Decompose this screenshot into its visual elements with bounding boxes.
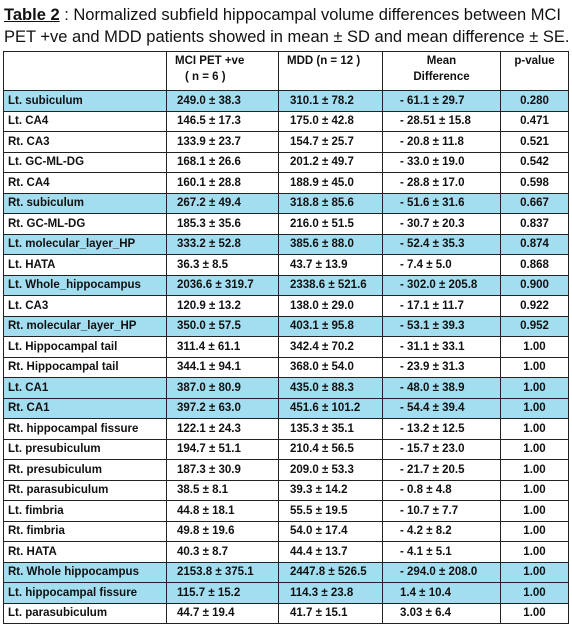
mci-cell: 49.8 ± 19.6 [167, 521, 279, 542]
mci-cell: 40.3 ± 8.7 [167, 542, 279, 563]
table-row [4, 255, 569, 276]
pvalue-cell: 1.00 [501, 357, 569, 378]
mdd-cell: 55.5 ± 19.5 [279, 501, 383, 522]
subfield-cell: Rt. CA4 [4, 173, 167, 194]
subfield-cell: Rt. molecular_layer_HP [4, 316, 167, 337]
mci-cell: 350.0 ± 57.5 [167, 316, 279, 337]
pvalue-cell: 1.00 [501, 562, 569, 583]
difference-cell: - 54.4 ± 39.4 [383, 398, 501, 419]
mdd-cell: 368.0 ± 54.0 [279, 357, 383, 378]
pvalue-cell: 0.667 [501, 193, 569, 214]
header-mdd [279, 52, 383, 91]
mdd-cell: 2338.6 ± 521.6 [279, 275, 383, 296]
table-caption [4, 4, 570, 48]
table-row [4, 501, 569, 522]
subfield-cell: Lt. parasubiculum [4, 603, 167, 624]
mdd-cell: 39.3 ± 14.2 [279, 480, 383, 501]
difference-cell: - 302.0 ± 205.8 [383, 275, 501, 296]
mdd-cell: 216.0 ± 51.5 [279, 214, 383, 235]
mci-cell: 249.0 ± 38.3 [167, 91, 279, 112]
table-row [4, 234, 569, 255]
mdd-cell: 310.1 ± 78.2 [279, 91, 383, 112]
header-subfield [4, 52, 167, 91]
mci-cell: 168.1 ± 26.6 [167, 152, 279, 173]
mdd-cell: 318.8 ± 85.6 [279, 193, 383, 214]
pvalue-cell: 0.598 [501, 173, 569, 194]
mdd-cell: 342.4 ± 70.2 [279, 337, 383, 358]
pvalue-cell: 1.00 [501, 460, 569, 481]
mci-cell: 44.8 ± 18.1 [167, 501, 279, 522]
pvalue-cell: 1.00 [501, 521, 569, 542]
table-header-row [4, 52, 569, 91]
mdd-cell: 188.9 ± 45.0 [279, 173, 383, 194]
mci-cell: 133.9 ± 23.7 [167, 132, 279, 153]
mci-cell: 194.7 ± 51.1 [167, 439, 279, 460]
difference-cell: - 52.4 ± 35.3 [383, 234, 501, 255]
mci-cell: 38.5 ± 8.1 [167, 480, 279, 501]
mdd-cell: 2447.8 ± 526.5 [279, 562, 383, 583]
mdd-cell: 403.1 ± 95.8 [279, 316, 383, 337]
mci-cell: 44.7 ± 19.4 [167, 603, 279, 624]
mci-cell: 36.3 ± 8.5 [167, 255, 279, 276]
subfield-cell: Rt. Whole hippocampus [4, 562, 167, 583]
subfield-cell: Lt. hippocampal fissure [4, 583, 167, 604]
table-row [4, 583, 569, 604]
mdd-cell: 210.4 ± 56.5 [279, 439, 383, 460]
pvalue-cell: 0.900 [501, 275, 569, 296]
difference-cell: - 28.8 ± 17.0 [383, 173, 501, 194]
mdd-cell: 114.3 ± 23.8 [279, 583, 383, 604]
subfield-cell: Lt. molecular_layer_HP [4, 234, 167, 255]
difference-cell: - 4.1 ± 5.1 [383, 542, 501, 563]
difference-cell: - 15.7 ± 23.0 [383, 439, 501, 460]
mci-cell: 344.1 ± 94.1 [167, 357, 279, 378]
header-diff-line1: Mean [426, 55, 457, 67]
subfield-cell: Rt. Hippocampal tail [4, 357, 167, 378]
pvalue-cell: 0.952 [501, 316, 569, 337]
mdd-cell: 154.7 ± 25.7 [279, 132, 383, 153]
mci-cell: 397.2 ± 63.0 [167, 398, 279, 419]
difference-cell: - 33.0 ± 19.0 [383, 152, 501, 173]
mdd-cell: 435.0 ± 88.3 [279, 378, 383, 399]
difference-cell: - 23.9 ± 31.3 [383, 357, 501, 378]
table-row [4, 214, 569, 235]
mdd-cell: 138.0 ± 29.0 [279, 296, 383, 317]
table-row [4, 378, 569, 399]
subfield-cell: Lt. fimbria [4, 501, 167, 522]
pvalue-cell: 0.922 [501, 296, 569, 317]
difference-cell: - 21.7 ± 20.5 [383, 460, 501, 481]
table-body [4, 91, 569, 624]
difference-cell: - 28.51 ± 15.8 [383, 111, 501, 132]
mdd-cell: 175.0 ± 42.8 [279, 111, 383, 132]
mci-cell: 115.7 ± 15.2 [167, 583, 279, 604]
table-row [4, 480, 569, 501]
difference-cell: - 48.0 ± 38.9 [383, 378, 501, 399]
pvalue-cell: 0.280 [501, 91, 569, 112]
subfield-cell: Lt. HATA [4, 255, 167, 276]
subfield-cell: Rt. HATA [4, 542, 167, 563]
subfield-cell: Lt. subiculum [4, 91, 167, 112]
mci-cell: 146.5 ± 17.3 [167, 111, 279, 132]
table-row [4, 152, 569, 173]
mdd-cell: 41.7 ± 15.1 [279, 603, 383, 624]
table-row [4, 419, 569, 440]
table-row [4, 398, 569, 419]
difference-cell: - 0.8 ± 4.8 [383, 480, 501, 501]
pvalue-cell: 1.00 [501, 480, 569, 501]
difference-cell: 1.4 ± 10.4 [383, 583, 501, 604]
subfield-cell: Lt. CA3 [4, 296, 167, 317]
table-row [4, 439, 569, 460]
mci-cell: 387.0 ± 80.9 [167, 378, 279, 399]
pvalue-cell: 0.868 [501, 255, 569, 276]
pvalue-cell: 0.471 [501, 111, 569, 132]
subfield-cell: Rt. GC-ML-DG [4, 214, 167, 235]
table-row [4, 91, 569, 112]
mdd-cell: 54.0 ± 17.4 [279, 521, 383, 542]
subfield-cell: Rt. CA3 [4, 132, 167, 153]
mdd-cell: 209.0 ± 53.3 [279, 460, 383, 481]
subfield-cell: Rt. presubiculum [4, 460, 167, 481]
subfield-cell: Rt. parasubiculum [4, 480, 167, 501]
difference-cell: - 30.7 ± 20.3 [383, 214, 501, 235]
mdd-cell: 451.6 ± 101.2 [279, 398, 383, 419]
table-row [4, 603, 569, 624]
mdd-cell: 385.6 ± 88.0 [279, 234, 383, 255]
pvalue-cell: 1.00 [501, 439, 569, 460]
mci-cell: 120.9 ± 13.2 [167, 296, 279, 317]
pvalue-cell: 1.00 [501, 378, 569, 399]
pvalue-cell: 1.00 [501, 583, 569, 604]
difference-cell: - 53.1 ± 39.3 [383, 316, 501, 337]
subfield-cell: Lt. CA1 [4, 378, 167, 399]
table-caption-text: : Normalized subfield hippocampal volume differences between MCI PET +ve and MDD patients showed in mean ± SD and mean difference ± SE. [4, 6, 570, 46]
subfield-cell: Lt. CA4 [4, 111, 167, 132]
pvalue-cell: 1.00 [501, 542, 569, 563]
difference-cell: - 17.1 ± 11.7 [383, 296, 501, 317]
table-row [4, 521, 569, 542]
pvalue-cell: 1.00 [501, 398, 569, 419]
pvalue-cell: 0.542 [501, 152, 569, 173]
pvalue-cell: 1.00 [501, 603, 569, 624]
header-pvalue-label: p-value [514, 55, 555, 67]
table-row [4, 460, 569, 481]
difference-cell: - 61.1 ± 29.7 [383, 91, 501, 112]
mci-cell: 122.1 ± 24.3 [167, 419, 279, 440]
mci-cell: 2153.8 ± 375.1 [167, 562, 279, 583]
difference-cell: 3.03 ± 6.4 [383, 603, 501, 624]
table-row [4, 562, 569, 583]
table-row [4, 275, 569, 296]
mdd-cell: 135.3 ± 35.1 [279, 419, 383, 440]
table-row [4, 316, 569, 337]
difference-cell: - 10.7 ± 7.7 [383, 501, 501, 522]
difference-cell: - 13.2 ± 12.5 [383, 419, 501, 440]
difference-cell: - 4.2 ± 8.2 [383, 521, 501, 542]
table-row [4, 193, 569, 214]
subfield-cell: Rt. CA1 [4, 398, 167, 419]
mci-cell: 187.3 ± 30.9 [167, 460, 279, 481]
mci-cell: 311.4 ± 61.1 [167, 337, 279, 358]
subfield-cell: Rt. hippocampal fissure [4, 419, 167, 440]
table-row [4, 111, 569, 132]
subfield-cell: Lt. presubiculum [4, 439, 167, 460]
subfield-cell: Lt. GC-ML-DG [4, 152, 167, 173]
difference-cell: - 31.1 ± 33.1 [383, 337, 501, 358]
header-mci-line2: ( n = 6 ) [185, 71, 226, 83]
mci-cell: 160.1 ± 28.8 [167, 173, 279, 194]
pvalue-cell: 1.00 [501, 419, 569, 440]
table-row [4, 132, 569, 153]
table-row [4, 173, 569, 194]
table-row [4, 542, 569, 563]
mdd-cell: 43.7 ± 13.9 [279, 255, 383, 276]
mci-cell: 267.2 ± 49.4 [167, 193, 279, 214]
header-difference [383, 52, 501, 91]
header-diff-line2: Difference [413, 71, 470, 83]
pvalue-cell: 0.874 [501, 234, 569, 255]
subfield-cell: Lt. Whole_hippocampus [4, 275, 167, 296]
pvalue-cell: 1.00 [501, 501, 569, 522]
subfield-cell: Lt. Hippocampal tail [4, 337, 167, 358]
subfield-cell: Rt. subiculum [4, 193, 167, 214]
mci-cell: 2036.6 ± 319.7 [167, 275, 279, 296]
mci-cell: 333.2 ± 52.8 [167, 234, 279, 255]
mdd-cell: 44.4 ± 13.7 [279, 542, 383, 563]
header-pvalue [501, 52, 569, 91]
table-row [4, 337, 569, 358]
difference-cell: - 20.8 ± 11.8 [383, 132, 501, 153]
pvalue-cell: 0.837 [501, 214, 569, 235]
mci-cell: 185.3 ± 35.6 [167, 214, 279, 235]
pvalue-cell: 0.521 [501, 132, 569, 153]
header-mci [167, 52, 279, 91]
header-mdd-label: MDD (n = 12 ) [287, 55, 361, 67]
table-row [4, 296, 569, 317]
pvalue-cell: 1.00 [501, 337, 569, 358]
difference-cell: - 7.4 ± 5.0 [383, 255, 501, 276]
results-table [3, 51, 569, 624]
table-caption-lead: Table 2 [4, 6, 60, 24]
table-row [4, 357, 569, 378]
subfield-cell: Rt. fimbria [4, 521, 167, 542]
header-mci-line1: MCI PET +ve [175, 55, 245, 67]
difference-cell: - 51.6 ± 31.6 [383, 193, 501, 214]
difference-cell: - 294.0 ± 208.0 [383, 562, 501, 583]
mdd-cell: 201.2 ± 49.7 [279, 152, 383, 173]
